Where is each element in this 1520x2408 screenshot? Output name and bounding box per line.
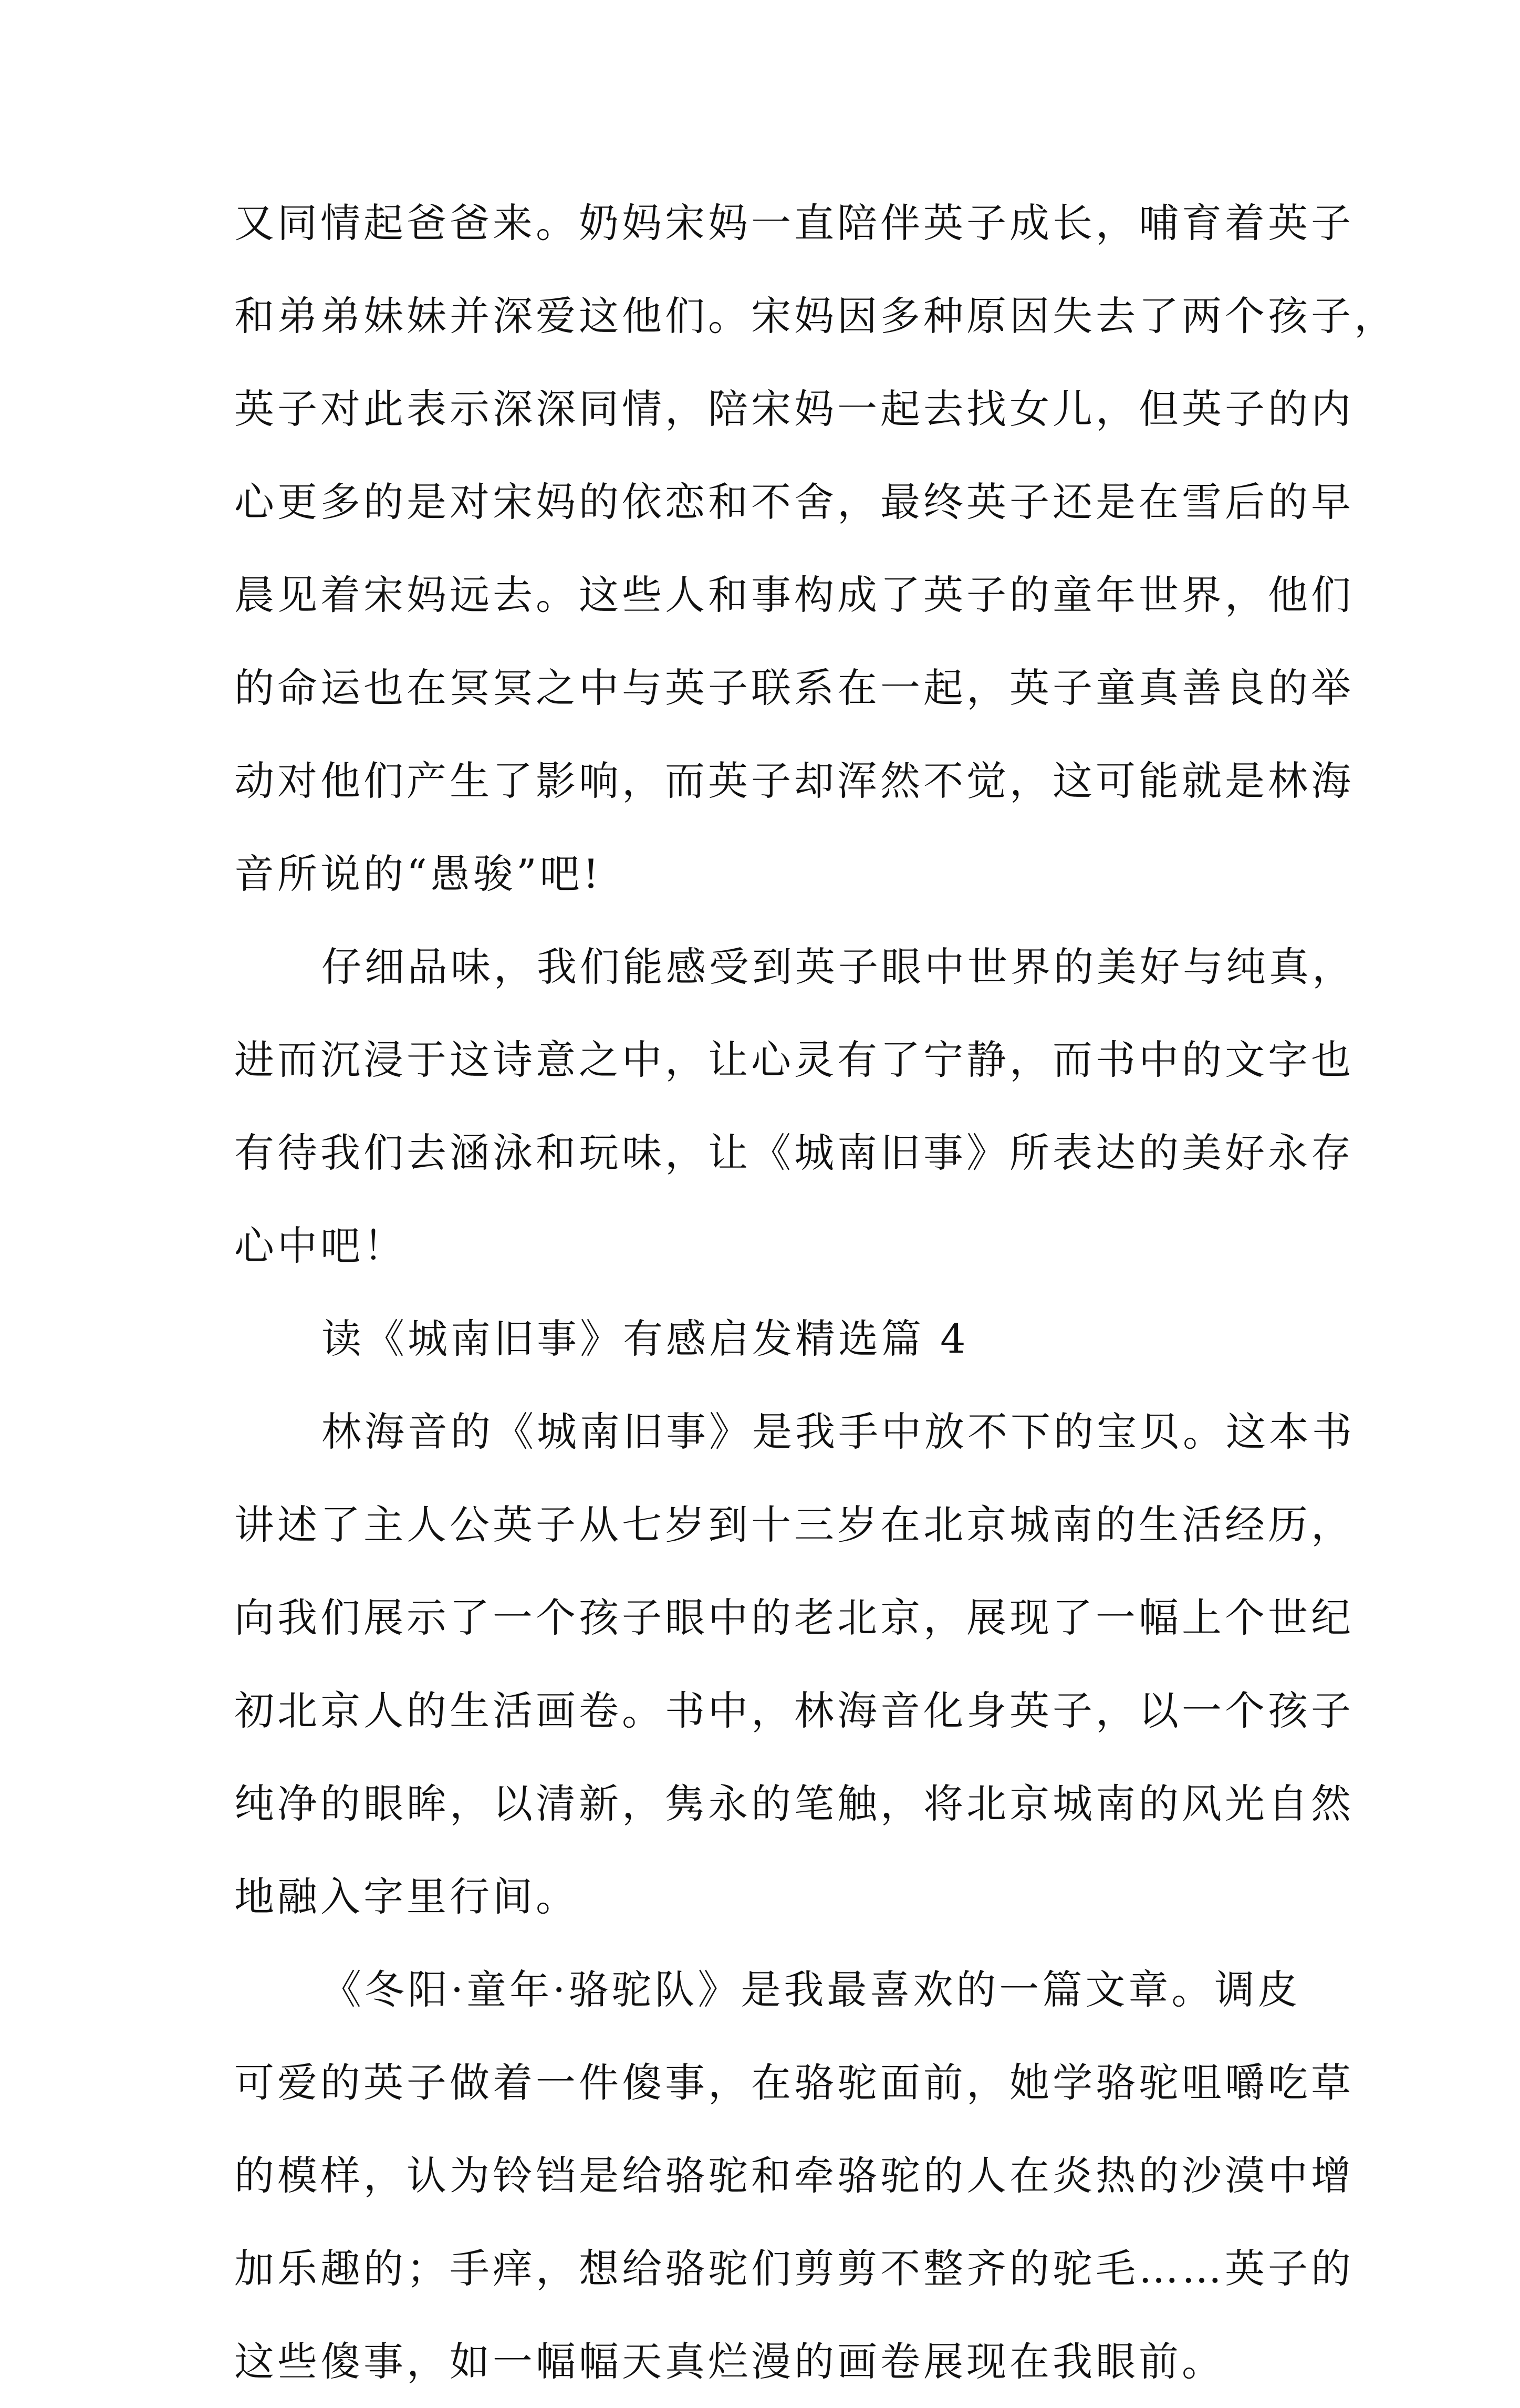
text-line-6: 的命运也在冥冥之中与英子联系在一起，英子童真善良的举: [234, 665, 1354, 711]
text-line-12: 心中吧！: [234, 1222, 407, 1269]
text-line-9: 仔细品味，我们能感受到英子眼中世界的美好与纯真，: [321, 943, 1355, 990]
text-line-2: 和弟弟妹妹并深爱这他们。宋妈因多种原因失去了两个孩子，: [234, 293, 1397, 339]
text-line-14: 林海音的《城南旧事》是我手中放不下的宝贝。这本书: [321, 1408, 1355, 1455]
text-line-7: 动对他们产生了影响，而英子却浑然不觉，这可能就是林海: [234, 757, 1354, 804]
text-line-17: 初北京人的生活画卷。书中，林海音化身英子，以一个孩子: [234, 1687, 1354, 1734]
text-line-20: 《冬阳·童年·骆驼队》是我最喜欢的一篇文章。调皮: [321, 1966, 1301, 2013]
text-line-15: 讲述了主人公英子从七岁到十三岁在北京城南的生活经历，: [234, 1501, 1354, 1548]
text-line-10: 进而沉浸于这诗意之中，让心灵有了宁静，而书中的文字也: [234, 1036, 1354, 1083]
text-line-16: 向我们展示了一个孩子眼中的老北京，展现了一幅上个世纪: [234, 1594, 1354, 1641]
text-line-11: 有待我们去涵泳和玩味，让《城南旧事》所表达的美好永存: [234, 1129, 1354, 1176]
text-line-1: 又同情起爸爸来。奶妈宋妈一直陪伴英子成长，哺育着英子: [234, 200, 1354, 246]
text-line-24: 这些傻事，如一幅幅天真烂漫的画卷展现在我眼前。: [234, 2338, 1225, 2385]
section-heading: 读《城南旧事》有感启发精选篇 4: [321, 1315, 969, 1362]
text-line-21: 可爱的英子做着一件傻事，在骆驼面前，她学骆驼咀嚼吃草: [234, 2059, 1354, 2106]
text-line-3: 英子对此表示深深同情，陪宋妈一起去找女儿，但英子的内: [234, 386, 1354, 432]
text-line-23: 加乐趣的；手痒，想给骆驼们剪剪不整齐的驼毛……英子的: [234, 2245, 1354, 2292]
text-line-5: 晨见着宋妈远去。这些人和事构成了英子的童年世界，他们: [234, 572, 1354, 618]
text-line-18: 纯净的眼眸，以清新，隽永的笔触，将北京城南的风光自然: [234, 1780, 1354, 1827]
text-line-22: 的模样，认为铃铛是给骆驼和牵骆驼的人在炎热的沙漠中增: [234, 2152, 1354, 2199]
text-line-4: 心更多的是对宋妈的依恋和不舍，最终英子还是在雪后的早: [234, 479, 1354, 525]
text-line-8: 音所说的“愚骏”吧!: [234, 850, 602, 897]
body-text: [234, 177, 1397, 2408]
text-line-19: 地融入字里行间。: [234, 1873, 579, 1920]
